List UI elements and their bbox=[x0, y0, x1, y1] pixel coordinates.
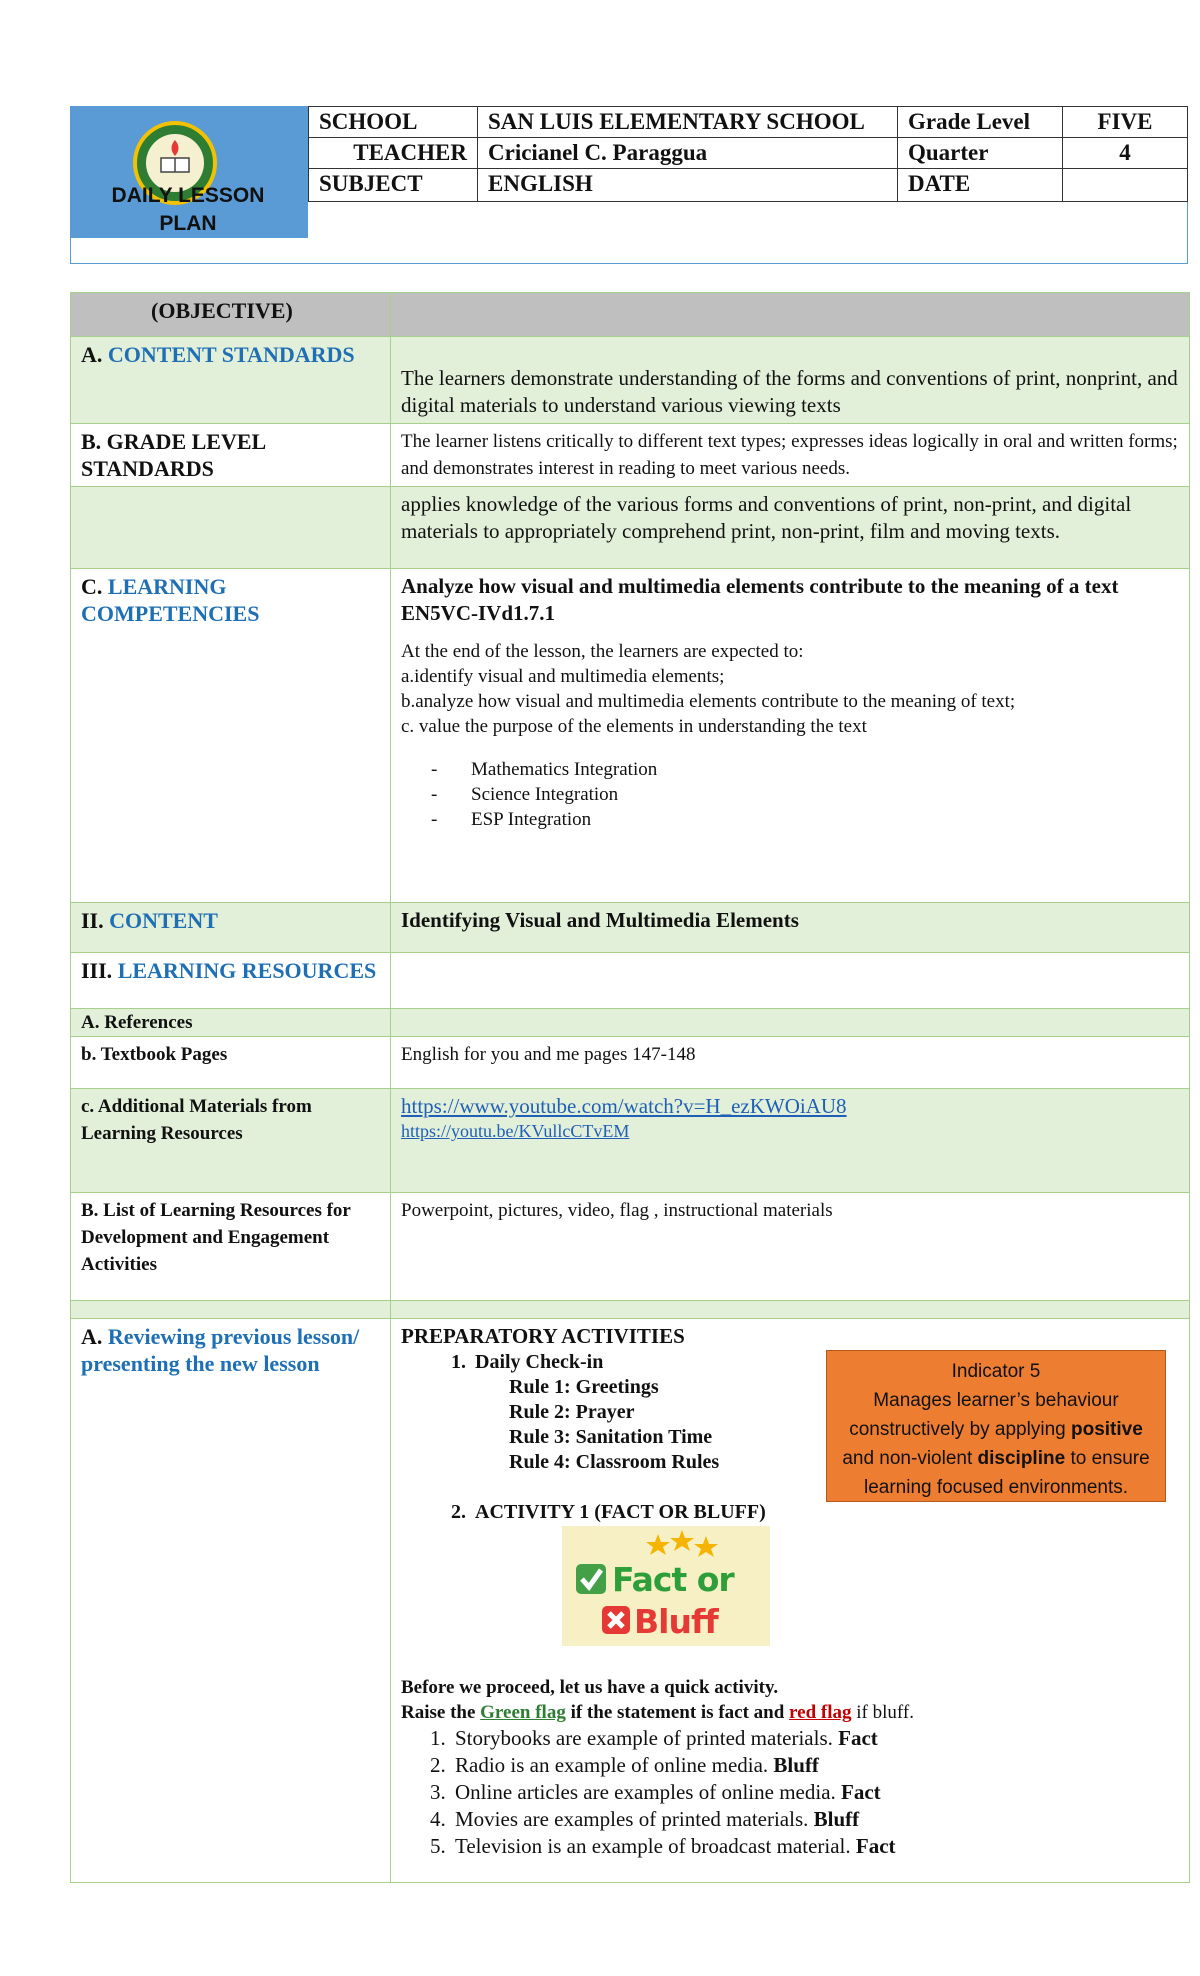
statement-item: 3. Online articles are examples of online media. Fact bbox=[451, 1779, 1179, 1806]
youtube-link[interactable]: https://www.youtube.com/watch?v=H_ezKWOiAU8 bbox=[401, 1094, 847, 1118]
indicator-line: learning focused environments. bbox=[863, 1477, 1129, 1498]
additional-materials-label: c. Additional Materials from Learning Resources bbox=[71, 1089, 391, 1193]
indicator-box bbox=[826, 1350, 1166, 1502]
preparatory-title: PREPARATORY ACTIVITIES bbox=[401, 1324, 685, 1348]
content-text: Identifying Visual and Multimedia Elements bbox=[391, 903, 1190, 953]
activity-1: 2. ACTIVITY 1 (FACT OR BLUFF) bbox=[471, 1500, 1179, 1525]
content-standards-row bbox=[71, 337, 1190, 424]
content-standards-label: CONTENT STANDARDS bbox=[107, 342, 355, 367]
statement-answer: Bluff bbox=[813, 1807, 860, 1831]
grade-level-label: Grade Level bbox=[898, 107, 1063, 138]
competency-objective: c. value the purpose of the elements in understanding the text bbox=[401, 716, 867, 737]
textbook-label: b. Textbook Pages bbox=[71, 1037, 391, 1089]
content-numeral: II. bbox=[81, 908, 104, 933]
list-resources-label: B. List of Learning Resources for Development and Engagement Activities bbox=[71, 1193, 391, 1301]
reviewing-letter: A. bbox=[81, 1324, 103, 1349]
objective-header: (OBJECTIVE) bbox=[71, 293, 391, 337]
statement-answer: Fact bbox=[841, 1780, 881, 1804]
competency-intro: At the end of the lesson, the learners are expected to: bbox=[401, 641, 804, 662]
statement-answer: Bluff bbox=[773, 1753, 819, 1777]
content-standards-letter: A. bbox=[81, 342, 103, 367]
logo-panel bbox=[70, 106, 308, 238]
references-label: A. References bbox=[71, 1009, 391, 1037]
school-label: SCHOOL bbox=[309, 107, 478, 138]
teacher-value: Cricianel C. Paraggua bbox=[478, 138, 898, 169]
indicator-line: constructively by applying positive bbox=[849, 1419, 1143, 1440]
learning-resources-numeral: III. bbox=[81, 958, 113, 983]
green-flag-text: Green flag bbox=[480, 1702, 566, 1723]
content-label: CONTENT bbox=[109, 908, 218, 933]
grade-level-standards-text: The learner listens critically to different text types; expresses ideas logically in oral and written forms; and demonstrates interest in reading to meet various needs. bbox=[391, 424, 1190, 487]
objective-header-row bbox=[71, 293, 1190, 337]
rule-item: Rule 3: Sanitation Time bbox=[509, 1426, 713, 1448]
raise-flag-instruction bbox=[401, 1700, 1179, 1725]
date-value bbox=[1063, 169, 1188, 202]
performance-text: applies knowledge of the various forms and conventions of print, non-print, and digital materials to appropriately comprehend print, non-print, film and moving texts. bbox=[391, 487, 1190, 569]
rule-item: Rule 1: Greetings bbox=[509, 1376, 659, 1398]
grade-level-value: FIVE bbox=[1063, 107, 1188, 138]
rule-item: Rule 4: Classroom Rules bbox=[509, 1451, 720, 1473]
learning-competencies-letter: C. bbox=[81, 574, 103, 599]
competency-objective: a.identify visual and multimedia elements; bbox=[401, 666, 725, 687]
references-row bbox=[71, 1009, 1190, 1037]
statement-item: 1. Storybooks are example of printed materials. Fact bbox=[451, 1725, 1179, 1752]
learning-competency-main: Analyze how visual and multimedia elements contribute to the meaning of a text EN5VC-IVd1.7.1 bbox=[401, 574, 1119, 625]
header-info-table bbox=[308, 106, 1188, 202]
integration-list bbox=[401, 757, 1179, 832]
rule-item: Rule 2: Prayer bbox=[509, 1401, 635, 1423]
learning-competencies-row bbox=[71, 569, 1190, 903]
learning-competencies-label: LEARNING COMPETENCIES bbox=[81, 574, 260, 626]
raise-mid: if the statement is fact and bbox=[565, 1702, 790, 1723]
quarter-label: Quarter bbox=[898, 138, 1063, 169]
statement-answer: Fact bbox=[855, 1834, 896, 1858]
integration-item: - Mathematics Integration bbox=[431, 757, 1179, 782]
indicator-title: Indicator 5 bbox=[951, 1361, 1041, 1382]
grade-level-standards-row bbox=[71, 424, 1190, 487]
subject-label: SUBJECT bbox=[309, 169, 478, 202]
raise-post: if bluff. bbox=[851, 1702, 914, 1723]
statement-item: 2. Radio is an example of online media. Bluff bbox=[451, 1752, 1179, 1779]
date-label: DATE bbox=[898, 169, 1063, 202]
grade-level-standards-label: B. GRADE LEVEL STANDARDS bbox=[71, 424, 391, 487]
quarter-value: 4 bbox=[1063, 138, 1188, 169]
statement-item: 5. Television is an example of broadcast material. Fact bbox=[451, 1833, 1179, 1860]
raise-pre: Raise the bbox=[401, 1702, 481, 1723]
daily-check-in-label: Daily Check-in bbox=[475, 1351, 604, 1373]
spacer-row bbox=[71, 1301, 1190, 1319]
reviewing-label: Reviewing previous lesson/ presenting the new lesson bbox=[81, 1324, 360, 1376]
content-standards-text: The learners demonstrate understanding of the forms and conventions of print, nonprint, and digital materials to understand various viewing texts bbox=[391, 337, 1190, 424]
indicator-line: and non-violent discipline to ensure bbox=[842, 1448, 1150, 1469]
statement-answer: Fact bbox=[838, 1726, 878, 1750]
bluff-text: Bluff bbox=[634, 1602, 718, 1641]
integration-item: - Science Integration bbox=[431, 782, 1179, 807]
textbook-row bbox=[71, 1037, 1190, 1089]
proceed-text: Before we proceed, let us have a quick activity. bbox=[401, 1677, 779, 1698]
red-flag-text: red flag bbox=[789, 1702, 852, 1723]
statement-item: 4. Movies are examples of printed materials. Bluff bbox=[451, 1806, 1179, 1833]
fact-or-text: Fact or bbox=[612, 1560, 734, 1599]
indicator-line: Manages learner’s behaviour bbox=[873, 1390, 1119, 1411]
statement-list bbox=[401, 1725, 1179, 1860]
learning-resources-row bbox=[71, 953, 1190, 1009]
performance-row bbox=[71, 487, 1190, 569]
youtu-be-link[interactable]: https://youtu.be/KVullcCTvEM bbox=[401, 1121, 630, 1141]
lesson-plan-title: DAILY LESSON PLAN bbox=[111, 184, 265, 235]
competency-objective: b.analyze how visual and multimedia elements contribute to the meaning of text; bbox=[401, 691, 1016, 712]
list-resources-row bbox=[71, 1193, 1190, 1301]
additional-materials-row bbox=[71, 1089, 1190, 1193]
subject-value: ENGLISH bbox=[478, 169, 898, 202]
school-value: SAN LUIS ELEMENTARY SCHOOL bbox=[478, 107, 898, 138]
list-resources-text: Powerpoint, pictures, video, flag , instructional materials bbox=[391, 1193, 1190, 1301]
learning-resources-label: LEARNING RESOURCES bbox=[117, 958, 377, 983]
integration-item: - ESP Integration bbox=[431, 807, 1179, 832]
teacher-label: TEACHER bbox=[309, 138, 478, 169]
content-row bbox=[71, 903, 1190, 953]
fact-or-bluff-image bbox=[562, 1526, 770, 1646]
textbook-text: English for you and me pages 147-148 bbox=[391, 1037, 1190, 1089]
